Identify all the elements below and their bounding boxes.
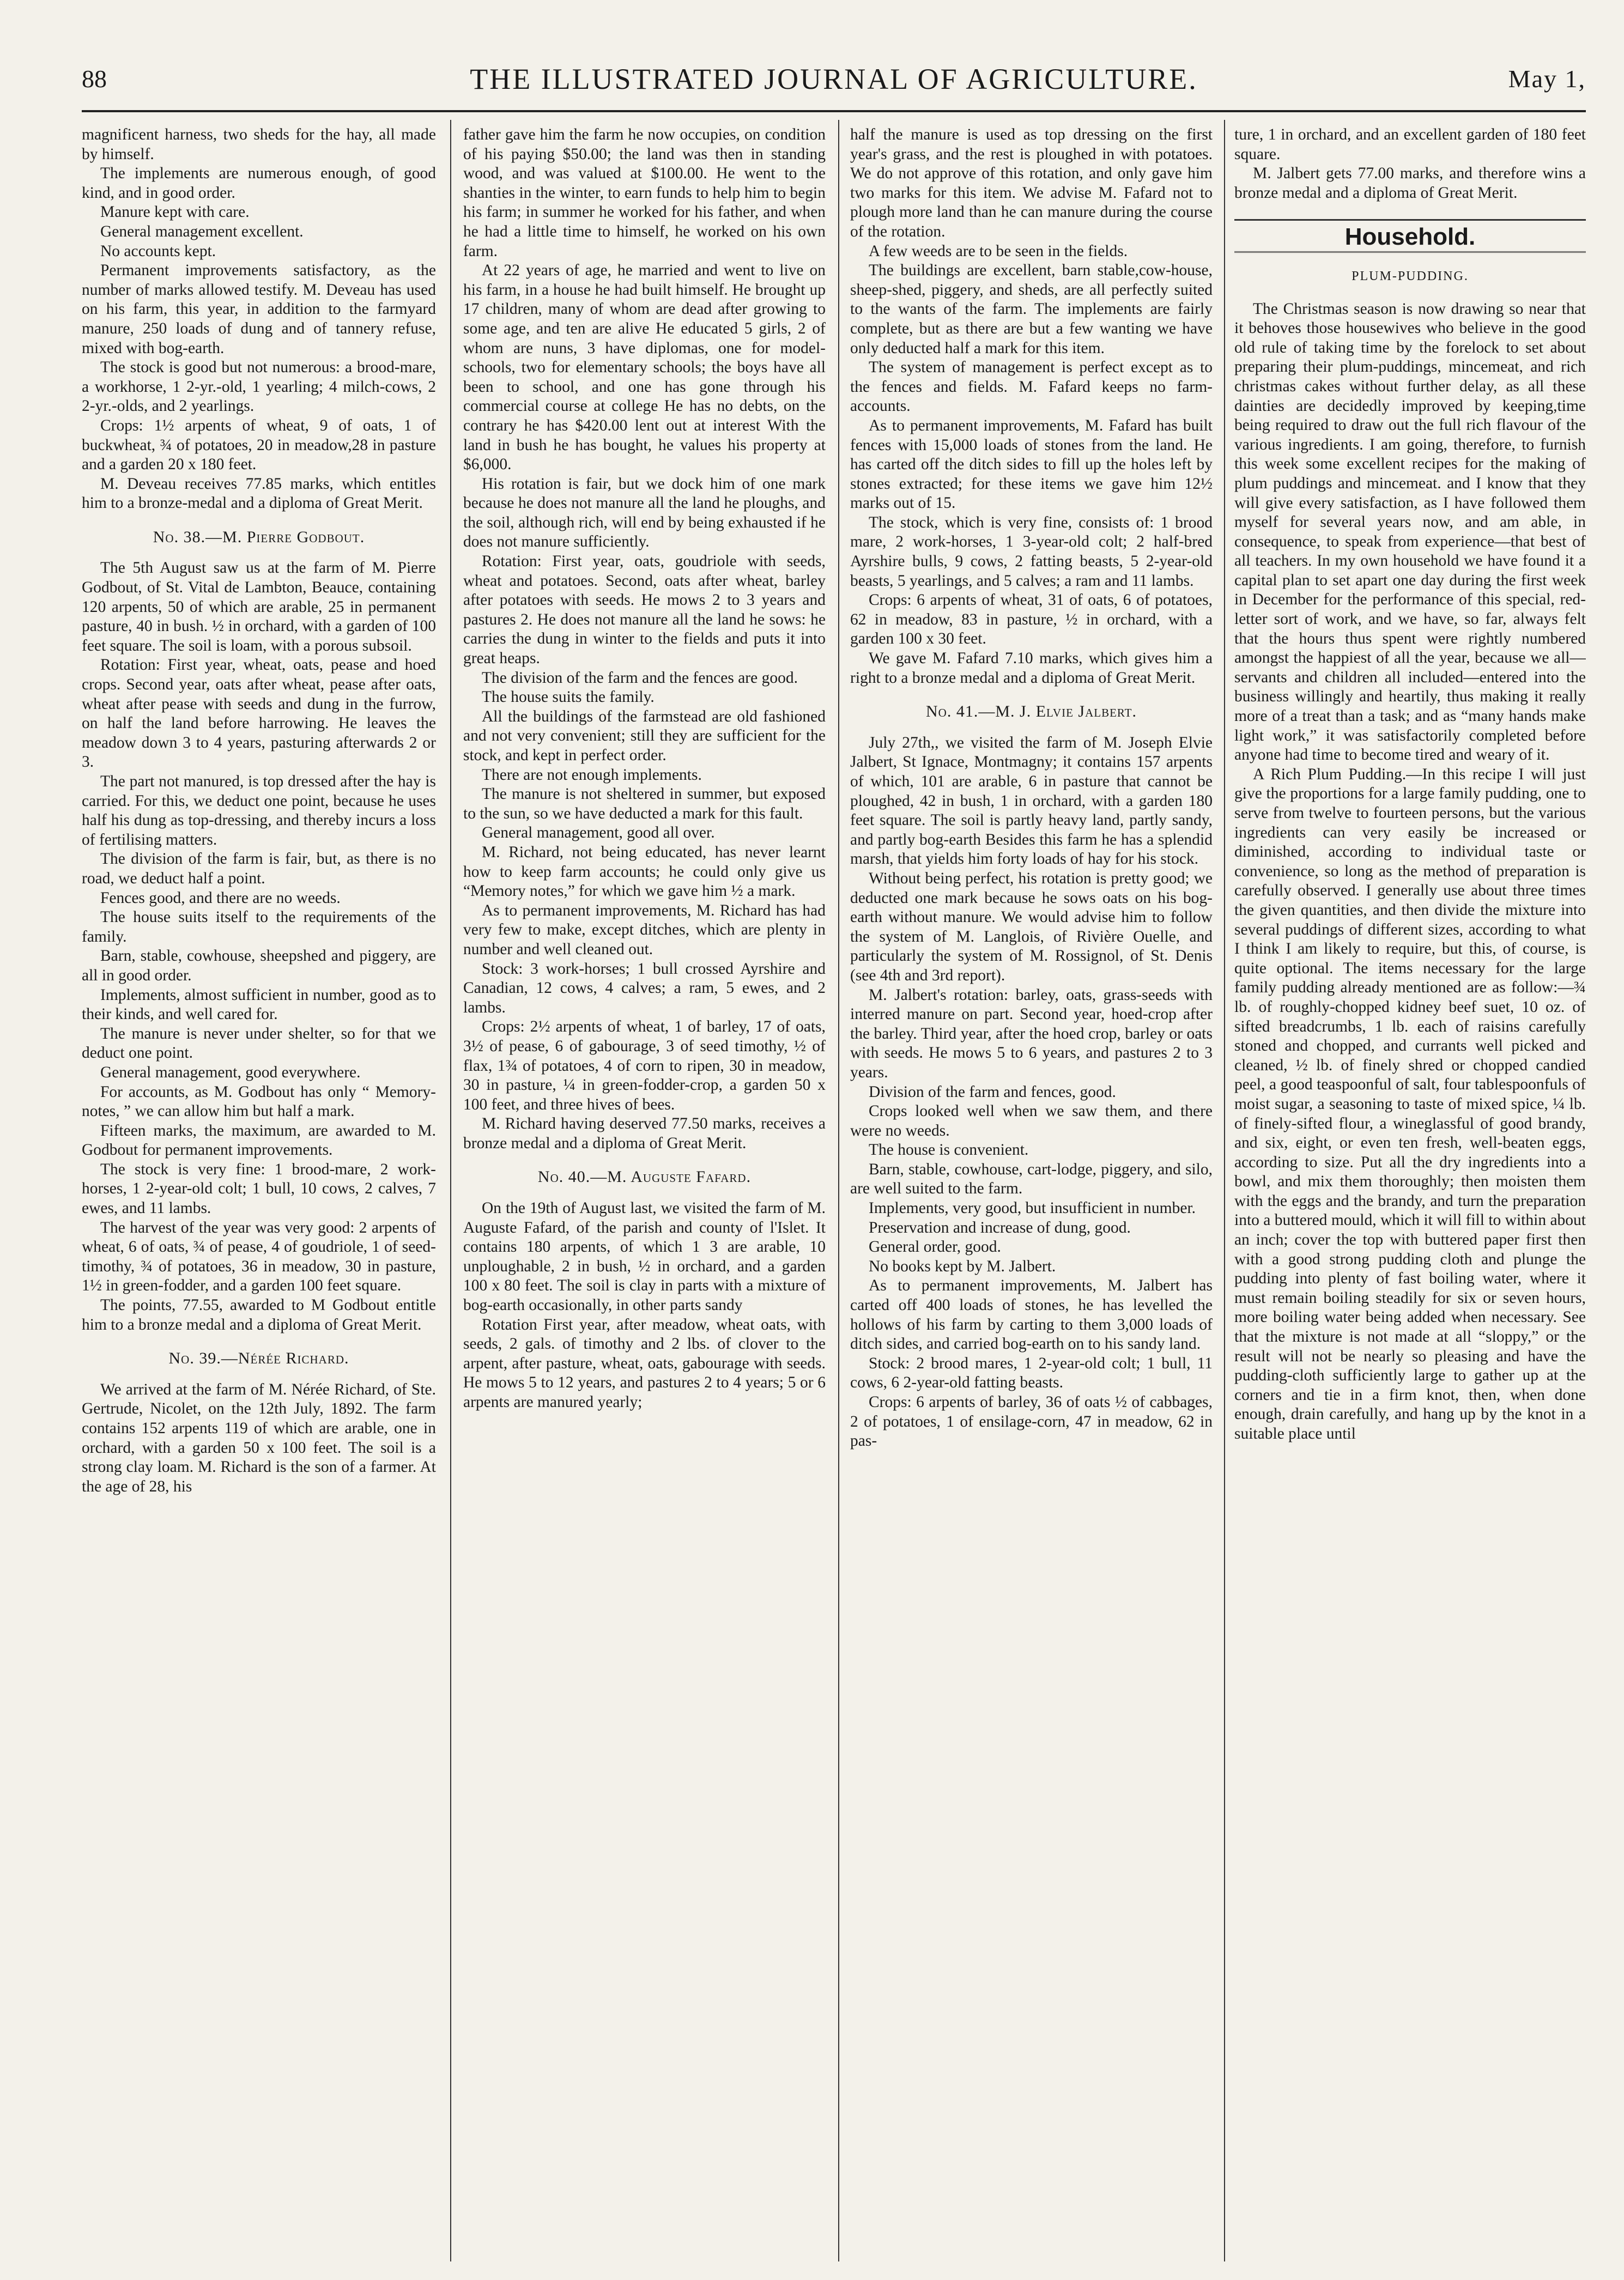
paragraph: The Christmas season is now drawing so near that it behoves those housewives who believe in the good old rule of taking time by the forelock to set about preparing their plum-puddings, mincemeat, and rich christmas cakes without further delay, as all these dainties are decidedly improved by keeping,time being required to draw out the full rich flavour of the various ingredients. I am going, therefore, to furnish this week some excellent recipes for the making of plum puddings and mincemeat. and I know that they will give every satisfaction, as I have followed them myself for several years now, and am able, in consequence, to speak from experience—that best of all teachers. In my own household we have found it a capital plan to set apart one day during the first week in December for the performance of this special, red-letter sort of work, and we have, so far, always felt that the hours thus spent were rightly numbered amongst the happiest of all the year, because we all—servants and children all included—entered into the business willingly and heartily, thus making it really more of a treat than a task; and as “many hands make light work,” it was satisfactorily completed before anyone had time to become tired and weary of it. <box>1234 300 1586 764</box>
paragraph: The division of the farm and the fences are good. <box>482 669 798 687</box>
paragraph: The buildings are excellent, barn stable,cow-house, sheep-shed, piggery, and sheds, are all perfectly suited to the wants of the farm. The implements are fairly complete, but as there are but a few wanting we have only deducted half a mark for this item. <box>850 262 1213 357</box>
paragraph: Crops looked well when we saw them, and there were no weeds. <box>850 1102 1213 1139</box>
paragraph: The implements are numerous enough, of good kind, and in good order. <box>82 165 436 202</box>
paragraph: Fifteen marks, the maximum, are awarded to M. Godbout for permanent improvements. <box>82 1121 436 1159</box>
paragraph: We arrived at the farm of M. Nérée Richard, of Ste. Gertrude, Nicolet, on the 12th July, 1892. The farm contains 152 arpents 119 of which are arable, one in orchard, with a garden 50 x 100 feet. The soil is a strong clay loam. M. Richard is the son of a farmer. At the age of 28, his <box>82 1380 436 1495</box>
paragraph: ture, 1 in orchard, and an excellent garden of 180 feet square. <box>1234 126 1586 163</box>
paragraph: There are not enough implements. <box>482 766 702 784</box>
paragraph: Crops: 2½ arpents of wheat, 1 of barley, 17 of oats, 3½ of pease, 6 of gabourage, 3 of seed timothy, ½ of flax, 1¾ of potatoes, 4 of corn to ripen, 30 in meadow, 30 in pasture, ¼ in green-fodder-crop, a garden 50 x 100 feet, and three hives of bees. <box>463 1018 826 1113</box>
column-divider <box>838 120 839 2261</box>
paragraph: Manure kept with care. <box>100 203 250 221</box>
paragraph: At 22 years of age, he married and went to live on his farm, in a house he had built himself. He brought up 17 children, many of whom are dead after growing to some age, and ten are alive He educated 5 girls, 2 of whom are nuns, 3 have diplomas, one for model-schools, two for elementary schools; the boys have all been to school, and one has gone through his commercial course at college He has no debts, on the contrary he has $420.00 lent out at interest With the land in bush he has bought, he values his property at $6,000. <box>463 262 826 474</box>
paragraph: General management excellent. <box>100 222 304 240</box>
paragraph: As to permanent improvements, M. Jalbert has carted off 400 loads of stones, he has levelled the hollows of his farm by carting to them 3,000 loads of ditch sides, and carried bog-earth on to his sandy land. <box>850 1277 1213 1353</box>
paragraph: The part not manured, is top dressed after the hay is carried. For this, we deduct one point, because he uses half his dung as top-dressing, and thereby incurs a loss of fertilising matters. <box>82 773 436 848</box>
paragraph: The stock is very fine: 1 brood-mare, 2 work-horses, 1 2-year-old colt; 1 bull, 10 cows, 2 calves, 7 ewes, and 11 lambs. <box>82 1160 436 1217</box>
entry-heading: No. 39.—Nérée Richard. <box>168 1349 349 1368</box>
page-header <box>82 60 1586 104</box>
paragraph: M. Richard, not being educated, has never learnt how to keep farm accounts; he could only give us “Memory notes,” for which we gave him ½ a mark. <box>463 843 826 900</box>
paragraph: Preservation and increase of dung, good. <box>869 1218 1131 1236</box>
paragraph: The division of the farm is fair, but, as there is no road, we deduct half a point. <box>82 850 436 887</box>
column-2 <box>463 125 826 2261</box>
column-divider <box>450 120 451 2261</box>
paragraph: Division of the farm and fences, good. <box>869 1083 1116 1101</box>
paragraph: Crops: 1½ arpents of wheat, 9 of oats, 1 of buckwheat, ¾ of potatoes, 20 in meadow,28 in pasture and a garden 20 x 180 feet. <box>82 416 436 474</box>
paragraph: The house is convenient. <box>869 1141 1029 1159</box>
paragraph: Stock: 3 work-horses; 1 bull crossed Ayrshire and Canadian, 12 cows, 4 calves; a ram, 5 ewes, and 2 lambs. <box>463 960 826 1016</box>
paragraph: A Rich Plum Pudding.—In this recipe I will just give the proportions for a large family pudding, one to serve from twelve to fourteen persons, but the various ingredients can very easily be increased or diminished, according to individual taste or convenience, so long as the method of preparation is carefully observed. I generally use about three times the given quantities, and then divide the mixture into several puddings of different sizes, according to what I think I am likely to require, but this, of course, is quite optional. The items necessary for the large family pudding already mentioned are as follow:—¾ lb. of roughly-chopped kidney beef suet, 10 oz. of sifted breadcrumbs, 1 lb. each of raisins carefully stoned and chopped, and currants well picked and cleaned, ½ lb. of finely shred or chopped candied peel, a good teaspoonful of salt, four tablespoonfuls of moist sugar, a seasoning to taste of mixed spice, ¼ lb. of finely-sifted flour, a wineglassful of good brandy, and six, eight, or even ten fresh, well-beaten eggs, according to size. Put all the dry ingredients into a bowl, and mix them thoroughly; then moisten them with the eggs and the brandy, and turn the preparation into a buttered mould, which it will fill to within about an inch; cover the top with buttered paper first then with a good strong pudding cloth and plunge the pudding into plenty of fast boiling water, where it must remain boiling steadily for six or seven hours, more boiling water being added when necessary. See that the mixture is not made at all “sloppy,” or the result will not be nearly so pleasing and have the pudding-cloth sufficiently large to gather up at the corners and tie in a firm knot, then, when done enough, drain carefully, and hang up by the knot in a suitable place until <box>1234 765 1586 1442</box>
paragraph: Fences good, and there are no weeds. <box>100 889 341 907</box>
paragraph: As to permanent improvements, M. Fafard has built fences with 15,000 loads of stones from the land. He has carted off the ditch sides to fill up the holes left by stones extracted; for these items we gave him 12½ marks out of 15. <box>850 416 1213 512</box>
paragraph: Implements, almost sufficient in number, good as to their kinds, and well cared for. <box>82 986 436 1023</box>
paragraph: His rotation is fair, but we dock him of one mark because he does not manure all the land he ploughs, and the soil, although rich, will end by being exhausted if he does not manure sufficiently. <box>463 475 826 551</box>
paragraph: half the manure is used as top dressing on the first year's grass, and the rest is ploughed in with potatoes. We do not approve of this rotation, and only gave him two marks for this item. We advise M. Fafard not to plough more land than he can manure during the course of the rotation. <box>850 126 1213 240</box>
journal-title: THE ILLUSTRATED JOURNAL OF AGRICULTURE. <box>470 63 1198 95</box>
paragraph: M. Jalbert's rotation: barley, oats, grass-seeds with interred manure on part. Second year, hoed-crop after the barley. Third year, after the hoed crop, barley or oats with seeds. He mows 5 to 6 years, and pastures 2 to 3 years. <box>850 986 1213 1081</box>
paragraph: Implements, very good, but insufficient in number. <box>869 1199 1196 1217</box>
paragraph: The 5th August saw us at the farm of M. Pierre Godbout, of St. Vital de Lambton, Beauce, containing 120 arpents, 50 of which are arable, 25 in permanent pasture, 40 in bush. ½ in orchard, with a garden of 100 feet square. The soil is loam, with a porous subsoil. <box>82 559 436 654</box>
paragraph: General management, good everywhere. <box>100 1063 361 1081</box>
paragraph: For accounts, as M. Godbout has only “ Memory-notes, ” we can allow him but half a mark. <box>82 1083 436 1120</box>
paragraph: Crops: 6 arpents of wheat, 31 of oats, 6 of potatoes, 62 in meadow, 83 in pasture, ½ in orchard, with a garden 100 x 30 feet. <box>850 591 1213 648</box>
paragraph: The stock, which is very fine, consists of: 1 brood mare, 2 work-horses, 1 3-year-old colt; 2 half-bred Ayrshire bulls, 9 cows, 2 fatting beasts, 5 2-year-old beasts, 5 yearlings, and 5 calves; a ram and 11 lambs. <box>850 513 1213 590</box>
entry-heading: No. 41.—M. J. Elvie Jalbert. <box>926 702 1137 721</box>
paragraph: All the buildings of the farmstead are old fashioned and not very convenient; still they are sufficient for the stock, and kept in perfect order. <box>463 707 826 764</box>
paragraph: A few weeds are to be seen in the fields. <box>869 242 1128 260</box>
paragraph: Without being perfect, his rotation is pretty good; we deducted one mark because he sows oats on his bog-earth without manure. We would advise him to follow the system of M. Langlois, of Rivière Ouelle, and particularly the system of M. Rossignol, of St. Denis (see 4th and 3rd report). <box>850 869 1213 984</box>
paragraph: As to permanent improvements, M. Richard has had very few to make, except ditches, which are plenty in number and well cleaned out. <box>463 901 826 958</box>
paragraph: The harvest of the year was very good: 2 arpents of wheat, 6 of oats, ¾ of pease, 4 of goudriole, 1 of seed-timothy, ¾ of potatoes, 36 in meadow, 30 in pasture, 1½ in green-fodder, and a garden 100 feet square. <box>82 1218 436 1295</box>
paragraph: The system of management is perfect except as to the fences and fields. M. Fafard keeps no farm-accounts. <box>850 359 1213 415</box>
paragraph: magnificent harness, two sheds for the hay, all made by himself. <box>82 126 436 163</box>
entry-heading: No. 38.—M. Pierre Godbout. <box>153 527 365 546</box>
paragraph: No accounts kept. <box>100 242 216 260</box>
paragraph: The house suits the family. <box>482 688 655 706</box>
paragraph: Barn, stable, cowhouse, cart-lodge, piggery, and silo, are well suited to the farm. <box>850 1160 1213 1198</box>
column-4 <box>1234 125 1586 2261</box>
issue-date: May 1, <box>1508 65 1586 93</box>
paragraph: Rotation: First year, oats, goudriole with seeds, wheat and potatoes. Second, oats after wheat, barley after potatoes with seeds. He mows 2 to 3 years and pastures 2. He does not manure all the land he sows: he carries the dung in winter to the fields and puts it into great heaps. <box>463 553 826 668</box>
paragraph: General order, good. <box>869 1238 1001 1256</box>
paragraph: No books kept by M. Jalbert. <box>869 1257 1056 1275</box>
paragraph: July 27th,, we visited the farm of M. Joseph Elvie Jalbert, St Ignace, Montmagny; it contains 157 arpents of which, 101 are arable, 6 in pasture that cannot be ploughed, 42 in bush, 1 in orchard, with a garden 180 feet square. The soil is partly heavy land, partly sandy, and partly bog-earth Besides this farm he has a splendid marsh, that yields him forty loads of hay for his stock. <box>850 733 1213 868</box>
paragraph: Rotation: First year, wheat, oats, pease and hoed crops. Second year, oats after wheat, pease after oats, wheat after pease with seeds and dung in the furrow, on half the land before harrowing. He leaves the meadow down 3 to 4 years, pasturing afterwards 2 or 3. <box>82 656 436 771</box>
paragraph: The house suits itself to the requirements of the family. <box>82 908 436 945</box>
section-rule <box>1234 219 1586 221</box>
header-rule <box>82 110 1586 112</box>
paragraph: father gave him the farm he now occupies, on condition of his paying $50.00; the land was then in standing wood, and was valued at $100.00. He went to the shanties in the winter, to earn funds to help him to begin his farm; in summer he worked for his father, and when he had a little time to himself, he worked on his own farm. <box>463 126 826 260</box>
paragraph: M. Jalbert gets 77.00 marks, and therefore wins a bronze medal and a diploma of Great Merit. <box>1234 165 1586 202</box>
paragraph: The stock is good but not numerous: a brood-mare, a workhorse, 1 2-yr.-old, 1 yearling; 4 milch-cows, 2 2-yr.-olds, and 2 yearlings. <box>82 359 436 415</box>
paragraph: The manure is never under shelter, so for that we deduct one point. <box>82 1024 436 1062</box>
paragraph: The manure is not sheltered in summer, but exposed to the sun, so we have deducted a mark for this fault. <box>463 785 826 822</box>
column-divider <box>1224 120 1225 2261</box>
column-3 <box>850 125 1213 2261</box>
paragraph: Crops: 6 arpents of barley, 36 of oats ½ of cabbages, 2 of potatoes, 1 of ensilage-corn, 47 in meadow, 62 in pas- <box>850 1393 1213 1450</box>
page-number: 88 <box>82 65 107 93</box>
section-rule <box>1234 251 1586 256</box>
section-title: Household. <box>1344 223 1476 251</box>
paragraph: We gave M. Fafard 7.10 marks, which gives him a right to a bronze medal and a diploma of Great Merit. <box>850 650 1213 687</box>
paragraph: Stock: 2 brood mares, 1 2-year-old colt; 1 bull, 11 cows, 6 2-year-old fatting beasts. <box>850 1354 1213 1392</box>
column-1 <box>82 125 436 2261</box>
paragraph: Permanent improvements satisfactory, as the number of marks allowed testify. M. Deveau has used on his farm, this year, in addition to the farmyard manure, 250 loads of dung and of tannery refuse, mixed with bog-earth. <box>82 262 436 357</box>
paragraph: Rotation First year, after meadow, wheat oats, with seeds, 2 gals. of timothy and 2 lbs. of clover to the arpent, after pasture, wheat, oats, gabourage with seeds. He mows 5 to 12 years, and pastures 2 to 4 years; 5 or 6 arpents are manured yearly; <box>463 1315 826 1411</box>
article-heading: PLUM-PUDDING. <box>1352 269 1469 283</box>
paragraph: General management, good all over. <box>482 824 715 842</box>
journal-page <box>82 60 1586 2267</box>
entry-heading: No. 40.—M. Auguste Fafard. <box>537 1168 752 1186</box>
paragraph: On the 19th of August last, we visited the farm of M. Auguste Fafard, of the parish and county of l'Islet. It contains 180 arpents, of which 1 3 are arable, 10 unploughable, 2 in bush, ½ in orchard, and a garden 100 x 80 feet. The soil is clay in parts with a mixture of bog-earth occasionally, in other parts sandy <box>463 1199 826 1314</box>
paragraph: Barn, stable, cowhouse, sheepshed and piggery, are all in good order. <box>82 947 436 984</box>
paragraph: M. Deveau receives 77.85 marks, which entitles him to a bronze-medal and a diploma of Great Merit. <box>82 475 436 512</box>
paragraph: M. Richard having deserved 77.50 marks, receives a bronze medal and a diploma of Great Merit. <box>463 1115 826 1152</box>
paragraph: The points, 77.55, awarded to M Godbout entitle him to a bronze medal and a diploma of Great Merit. <box>82 1296 436 1333</box>
